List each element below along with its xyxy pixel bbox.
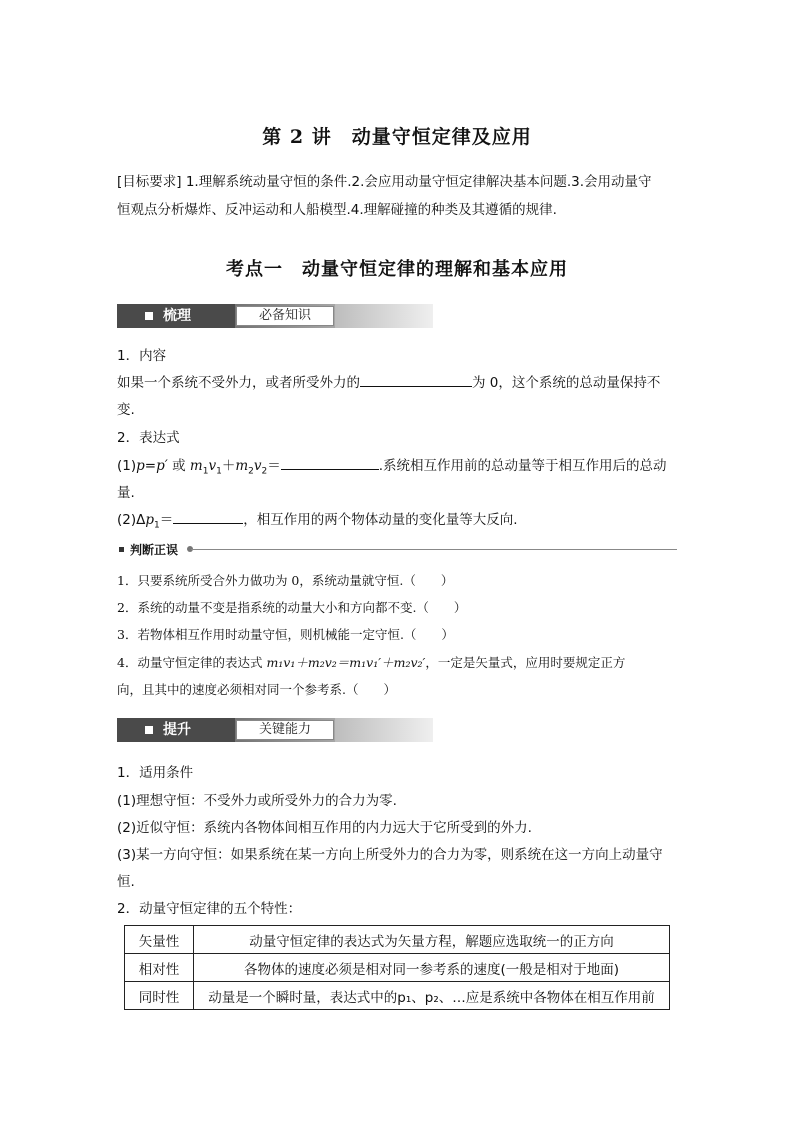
- table-cell-key: 相对性: [125, 954, 194, 982]
- blank-3: [173, 509, 243, 524]
- banner-review-dark: [117, 304, 235, 328]
- judge-item-4-end: 向，且其中的速度必须相对同一个参考系.（ ）: [117, 682, 396, 697]
- banner-review-label: 梳理: [163, 308, 191, 324]
- banner-fade: [335, 304, 433, 328]
- para-text-b: 为 0，这个系统的总动量保持不: [472, 375, 661, 391]
- goal-line-2: 恒观点分析爆炸、反冲运动和人船模型.4.理解碰撞的种类及其遵循的规律.: [117, 202, 557, 218]
- expr-or: 或: [167, 458, 190, 474]
- banner-review: [117, 304, 433, 328]
- goal-tag: [目标要求]: [117, 174, 182, 190]
- expr-text: .系统相互作用前的总动量等于相互作用后的总动: [378, 458, 667, 474]
- banner-review-box: 必备知识: [236, 306, 334, 326]
- para-content-end: 变.: [117, 402, 135, 418]
- expr-sub: 1: [216, 466, 222, 477]
- expr-sub: 2: [248, 466, 254, 477]
- banner-improve-box: 关键能力: [236, 720, 334, 740]
- judge-item-4-formula: m₁v₁＋m₂v₂＝m₁v₁′＋m₂v₂′: [266, 655, 426, 670]
- expr-m1: m: [189, 458, 203, 474]
- heading-content: 1．内容: [117, 348, 167, 364]
- properties-table: [124, 925, 670, 1010]
- expression-2: [117, 507, 677, 539]
- expr2-sub: 1: [154, 520, 160, 531]
- condition-1: (1)理想守恒：不受外力或所受外力的合力为零.: [117, 793, 397, 809]
- table-cell-key: 同时性: [125, 982, 194, 1010]
- goal-line-1: [117, 168, 679, 196]
- judge-item-4-a: 4．动量守恒定律的表达式: [117, 655, 267, 670]
- table-cell-value: 各物体的速度必须是相对同一参考系的速度(一般是相对于地面): [194, 954, 670, 982]
- expr2-prefix: (2)Δ: [117, 512, 146, 528]
- blank-1: [360, 372, 472, 387]
- banner-improve: [117, 718, 433, 742]
- expr-v1: v: [208, 458, 217, 474]
- para-text-a: 如果一个系统不受外力，或者所受外力的: [117, 375, 360, 391]
- table-row: [125, 954, 670, 982]
- condition-3-end: 恒.: [117, 874, 135, 890]
- expr-plus: ＋: [221, 458, 236, 474]
- section-title: 考点一 动量守恒定律的理解和基本应用: [226, 259, 568, 280]
- expr-prefix: (1): [117, 458, 137, 474]
- heading-expression: 2．表达式: [117, 430, 180, 446]
- judge-title: 判断正误: [130, 543, 179, 557]
- expr-eq2: ＝: [267, 458, 281, 474]
- heading-conditions: 1．适用条件: [117, 765, 194, 781]
- expr-p-prime: p′: [156, 458, 168, 474]
- table-cell-value: 动量是一个瞬时量，表达式中的p₁、p₂、…应是系统中各物体在相互作用前: [194, 982, 670, 1010]
- expr-m2: m: [235, 458, 249, 474]
- divider: [191, 549, 677, 550]
- judge-item-4-c: ，一定是矢量式，应用时要规定正方: [425, 655, 626, 670]
- square-bullet-icon: [119, 547, 124, 552]
- condition-2: (2)近似守恒：系统内各物体间相互作用的内力远大于它所受到的外力.: [117, 820, 532, 836]
- goal-text-1: 1.理解系统动量守恒的条件.2.会应用动量守恒定律解决基本问题.3.会用动量守: [181, 174, 652, 190]
- expr-v2: v: [253, 458, 262, 474]
- table-cell-value: 动量守恒定律的表达式为矢量方程，解题应选取统一的正方向: [194, 926, 670, 954]
- expr2-p: p: [145, 512, 155, 528]
- expr-p: p: [136, 458, 145, 474]
- judge-header: [117, 541, 677, 557]
- heading-properties: 2．动量守恒定律的五个特性：: [117, 901, 302, 917]
- expr-sub: 2: [261, 466, 268, 477]
- blank-2: [281, 455, 379, 470]
- table-row: [125, 982, 670, 1010]
- banner-fade: [335, 718, 433, 742]
- condition-3: (3)某一方向守恒：如果系统在某一方向上所受外力的合力为零，则系统在这一方向上动量守: [117, 847, 663, 863]
- table-row: [125, 926, 670, 954]
- expr2-text: ，相互作用的两个物体动量的变化量等大反向.: [243, 512, 518, 528]
- expr-sub: 1: [202, 466, 209, 477]
- para-content: [117, 370, 677, 396]
- expression-1-end: 量.: [117, 485, 135, 501]
- expr-eq: =: [144, 458, 157, 474]
- judge-item-3: 3．若物体相互作用时动量守恒，则机械能一定守恒.（ ）: [117, 627, 454, 642]
- table-cell-key: 矢量性: [125, 926, 194, 954]
- judge-item-4: [117, 650, 679, 676]
- square-icon: [145, 726, 153, 734]
- expr2-eq: ＝: [159, 512, 174, 528]
- banner-improve-dark: [117, 718, 235, 742]
- banner-improve-label: 提升: [163, 722, 191, 738]
- square-icon: [145, 312, 153, 320]
- judge-item-1: 1．只要系统所受合外力做功为 0，系统动量就守恒.（ ）: [117, 573, 454, 588]
- judge-item-2: 2．系统的动量不变是指系统的动量大小和方向都不变.（ ）: [117, 600, 467, 615]
- lecture-title: 第 2 讲 动量守恒定律及应用: [262, 126, 532, 148]
